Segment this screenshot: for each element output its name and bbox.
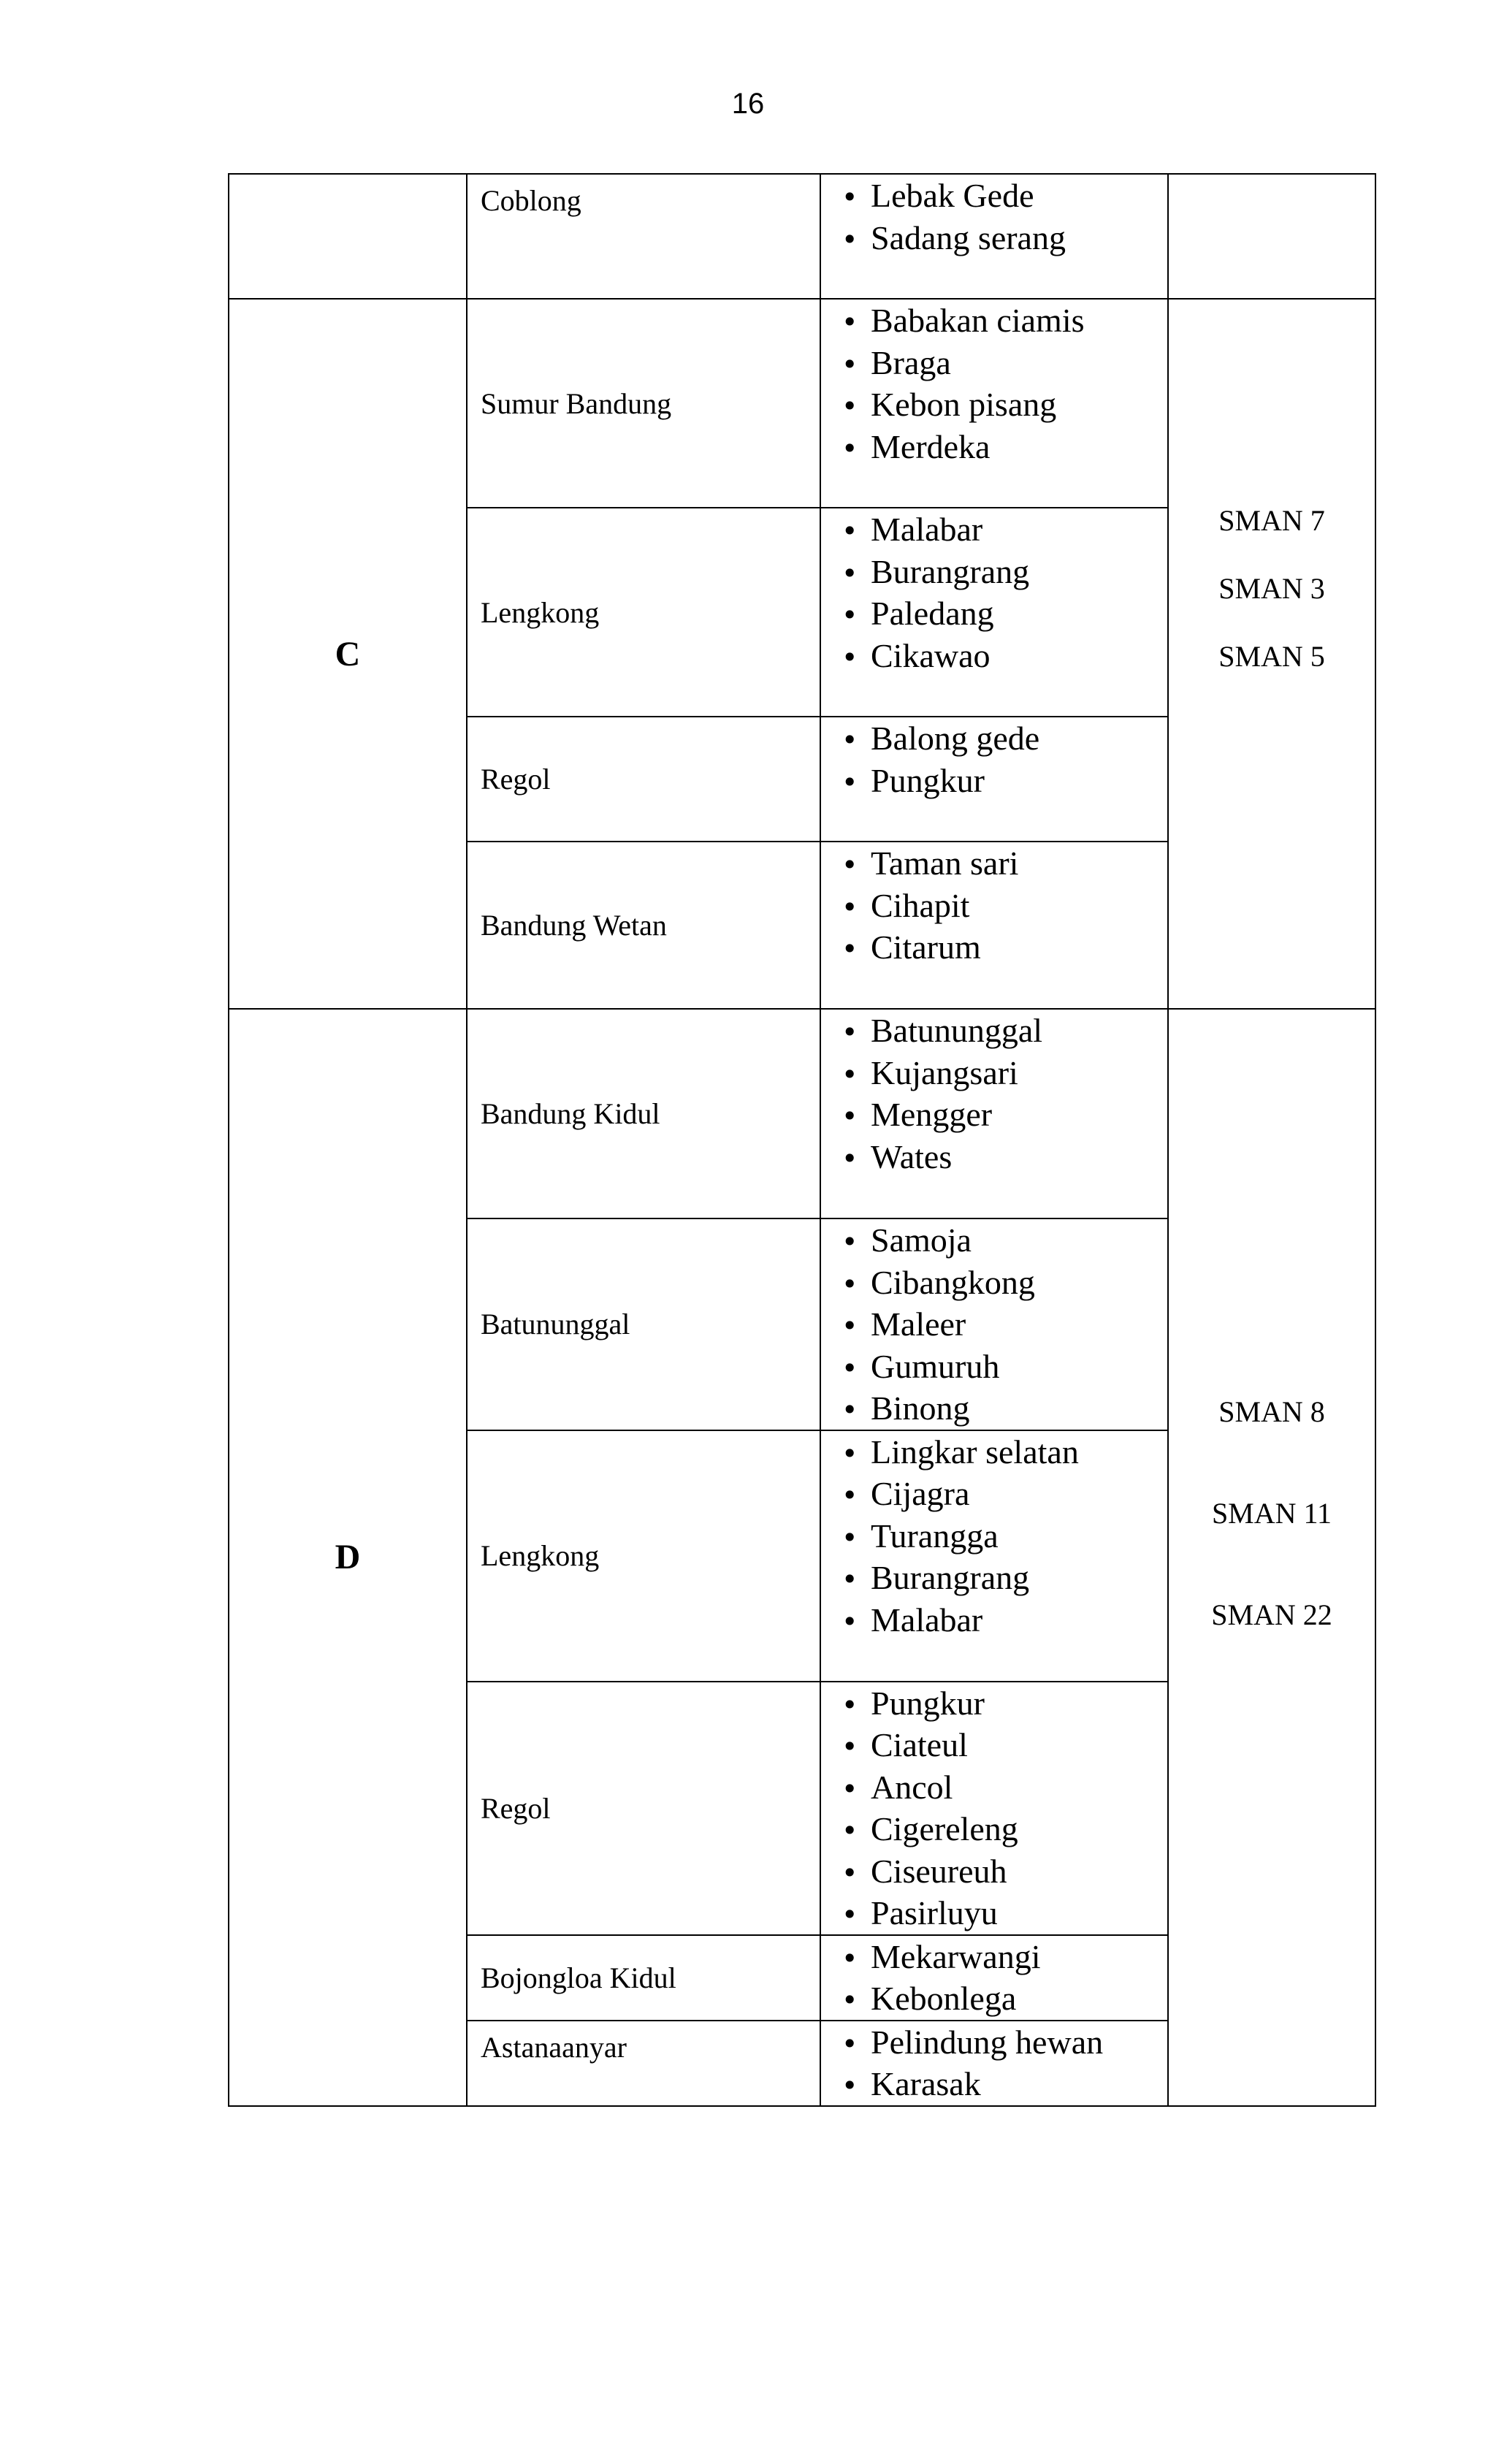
kelurahan-cell — [820, 1218, 1168, 1430]
list-item: • Mekarwangi — [842, 1936, 1167, 1978]
schools-cell-empty — [1168, 174, 1375, 299]
list-item: • Cihapit — [842, 885, 1167, 927]
kecamatan-cell: Sumur Bandung — [467, 299, 820, 508]
school-name: SMAN 3 — [1218, 571, 1325, 605]
list-item: • Lingkar selatan — [842, 1431, 1167, 1473]
list-item: • Braga — [842, 342, 1167, 384]
kelurahan-list — [821, 1010, 1167, 1178]
list-item: • Ancol — [842, 1766, 1167, 1809]
school-name: SMAN 8 — [1218, 1395, 1325, 1429]
list-item: • Batununggal — [842, 1010, 1167, 1052]
list-item: • Pelindung hewan — [842, 2021, 1167, 2064]
schools-cell — [1168, 1009, 1375, 2106]
list-item: • Sadang serang — [842, 217, 1167, 259]
list-item: • Malabar — [842, 508, 1167, 551]
list-item: • Wates — [842, 1136, 1167, 1178]
kelurahan-cell — [820, 174, 1168, 299]
kelurahan-cell — [820, 1009, 1168, 1218]
list-item: • Karasak — [842, 2063, 1167, 2105]
kelurahan-list — [821, 1219, 1167, 1430]
list-item: • Binong — [842, 1387, 1167, 1430]
kelurahan-list — [821, 1431, 1167, 1641]
kelurahan-cell — [820, 508, 1168, 717]
school-name: SMAN 11 — [1211, 1497, 1332, 1530]
kelurahan-cell — [820, 717, 1168, 842]
list-item: • Pasirluyu — [842, 1892, 1167, 1934]
list-item: • Cijagra — [842, 1473, 1167, 1515]
list-item: • Ciseureuh — [842, 1850, 1167, 1893]
kelurahan-list — [821, 717, 1167, 801]
kecamatan-cell: Lengkong — [467, 1430, 820, 1682]
list-item: • Pungkur — [842, 760, 1167, 802]
school-name: SMAN 7 — [1218, 503, 1325, 537]
kecamatan-cell: Lengkong — [467, 508, 820, 717]
list-item: • Burangrang — [842, 1557, 1167, 1599]
kecamatan-cell: Astanaanyar — [467, 2021, 820, 2106]
list-item: • Taman sari — [842, 842, 1167, 885]
kelurahan-list — [821, 842, 1167, 969]
kelurahan-list — [821, 508, 1167, 676]
list-item: • Turangga — [842, 1515, 1167, 1557]
kecamatan-cell: Coblong — [467, 174, 820, 299]
table-row — [229, 299, 1375, 508]
list-item: • Merdeka — [842, 426, 1167, 468]
list-item: • Maleer — [842, 1303, 1167, 1346]
list-item: • Citarum — [842, 926, 1167, 969]
list-item: • Samoja — [842, 1219, 1167, 1262]
zone-label: C — [229, 299, 467, 1009]
kecamatan-cell: Regol — [467, 1682, 820, 1935]
list-item: • Kebon pisang — [842, 384, 1167, 426]
list-item: • Cikawao — [842, 635, 1167, 677]
zone-label: D — [229, 1009, 467, 2106]
page-number: 16 — [731, 88, 765, 120]
list-item: • Lebak Gede — [842, 175, 1167, 217]
kelurahan-list — [821, 1936, 1167, 2020]
list-item: • Mengger — [842, 1094, 1167, 1136]
kelurahan-cell — [820, 1682, 1168, 1935]
kelurahan-list — [821, 1682, 1167, 1934]
table-row — [229, 1009, 1375, 1218]
kecamatan-cell: Batununggal — [467, 1218, 820, 1430]
kelurahan-cell — [820, 1430, 1168, 1682]
school-name: SMAN 22 — [1211, 1598, 1332, 1632]
kelurahan-list — [821, 175, 1167, 259]
zone-cell-empty — [229, 174, 467, 299]
list-item: • Babakan ciamis — [842, 300, 1167, 342]
kecamatan-cell: Bandung Kidul — [467, 1009, 820, 1218]
list-item: • Ciateul — [842, 1724, 1167, 1766]
schools-cell — [1168, 299, 1375, 1009]
list-item: • Kebonlega — [842, 1977, 1167, 2020]
kelurahan-list — [821, 2021, 1167, 2105]
kecamatan-cell: Bojongloa Kidul — [467, 1935, 820, 2021]
kecamatan-cell: Bandung Wetan — [467, 842, 820, 1009]
kelurahan-cell — [820, 2021, 1168, 2106]
list-item: • Burangrang — [842, 551, 1167, 593]
list-item: • Malabar — [842, 1599, 1167, 1641]
kelurahan-list — [821, 300, 1167, 468]
zone-table — [228, 173, 1376, 2107]
kecamatan-cell: Regol — [467, 717, 820, 842]
table-row — [229, 174, 1375, 299]
list-item: • Paledang — [842, 592, 1167, 635]
school-name: SMAN 5 — [1218, 639, 1325, 673]
list-item: • Cigereleng — [842, 1808, 1167, 1850]
list-item: • Gumuruh — [842, 1346, 1167, 1388]
kelurahan-cell — [820, 842, 1168, 1009]
list-item: • Balong gede — [842, 717, 1167, 760]
kelurahan-cell — [820, 1935, 1168, 2021]
list-item: • Cibangkong — [842, 1262, 1167, 1304]
list-item: • Kujangsari — [842, 1052, 1167, 1094]
kelurahan-cell — [820, 299, 1168, 508]
list-item: • Pungkur — [842, 1682, 1167, 1725]
